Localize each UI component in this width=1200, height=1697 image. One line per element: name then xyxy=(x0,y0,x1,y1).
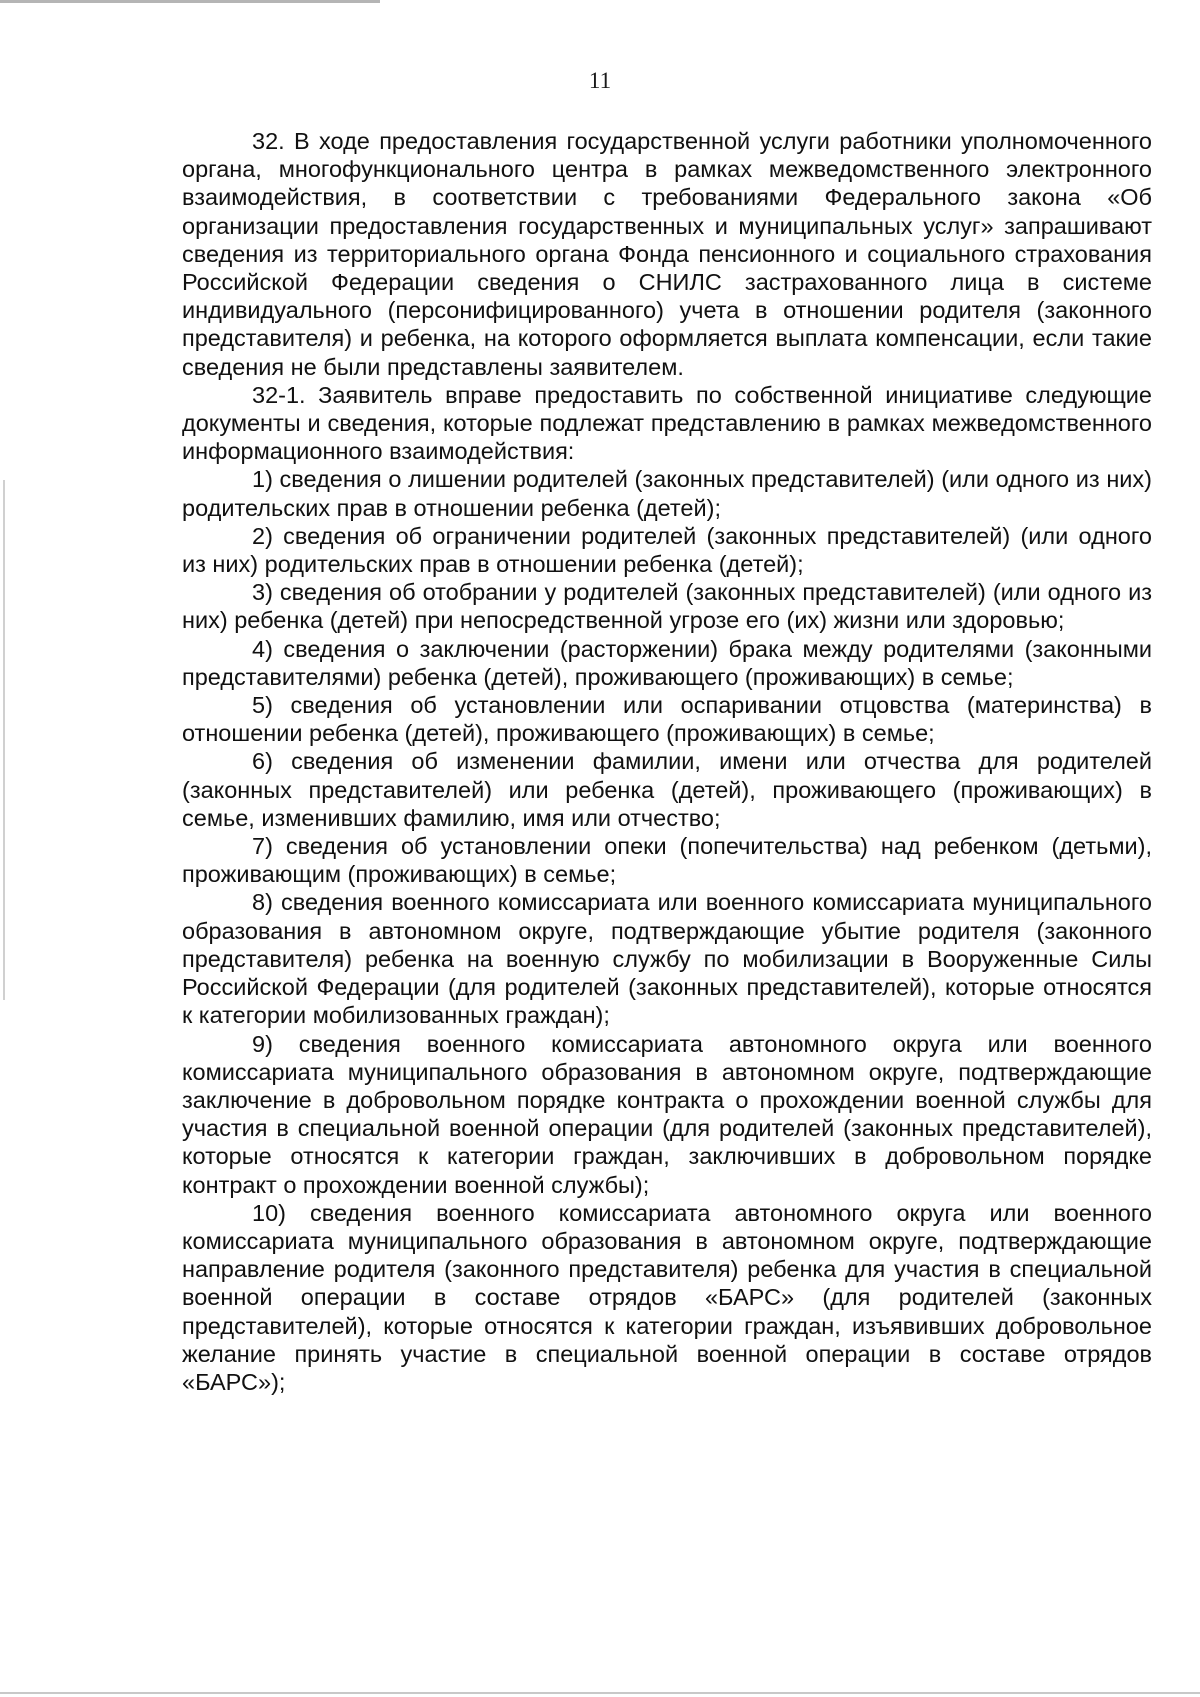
list-item-4: 4) сведения о заключении (расторжении) брака между родителями (законными представителями) ребенка (детей), проживающего (проживающих) в семье; xyxy=(182,635,1152,690)
scan-edge-left xyxy=(3,480,5,1000)
page-number: 11 xyxy=(588,68,612,93)
paragraph-32-1: 32-1. Заявитель вправе предоставить по собственной инициативе следующие документы и сведения, которые подлежат представлению в рамках межведомственного информационного взаимодействия: xyxy=(182,381,1152,465)
scan-edge-top xyxy=(0,0,380,3)
list-item-10: 10) сведения военного комиссариата автономного округа или военного комиссариата муниципального образования в автономном округе, подтверждающие направление родителя (законного представителя) ребенка для участия в специальной военной операции в составе отрядов «БАРС» (для родителей (законных представителей), которые относятся к категории граждан, изъявивших добровольное желание принять участие в специальной военной операции в составе отрядов «БАРС»); xyxy=(182,1199,1152,1395)
list-item-8: 8) сведения военного комиссариата или военного комиссариата муниципального образования в автономном округе, подтверждающие убытие родителя (законного представителя) ребенка на военную службу по мобилизации в Вооруженные Силы Российской Федерации (для родителей (законных представителей), которые относятся к категории мобилизованных граждан); xyxy=(182,889,1152,1029)
list-item-3: 3) сведения об отобрании у родителей (законных представителей) (или одного из них) ребенка (детей) при непосредственной угрозе его (их) жизни или здоровью; xyxy=(182,579,1152,634)
list-item-1: 1) сведения о лишении родителей (законных представителей) (или одного из них) родительских прав в отношении ребенка (детей); xyxy=(182,466,1152,521)
paragraph-32: 32. В ходе предоставления государственной услуги работники уполномоченного органа, многофункционального центра в рамках межведомственного электронного взаимодействия, в соответствии с требованиями Федерального закона «Об организации предоставления государственных и муниципальных услуг» запрашивают сведения из территориального органа Фонда пенсионного и социального страхования Российской Федерации сведения о СНИЛС застрахованного лица в системе индивидуального (персонифицированного) учета в отношении родителя (законного представителя) и ребенка, на которого оформляется выплата компенсации, если такие сведения не были представлены заявителем. xyxy=(182,128,1152,380)
list-item-6: 6) сведения об изменении фамилии, имени или отчества для родителей (законных представителей) или ребенка (детей), проживающего (проживающих) в семье, изменивших фамилию, имя или отчество; xyxy=(182,748,1152,831)
list-item-5: 5) сведения об установлении или оспаривании отцовства (материнства) в отношении ребенка (детей), проживающего (проживающих) в семье; xyxy=(182,692,1152,747)
list-item-7: 7) сведения об установлении опеки (попечительства) над ребенком (детьми), проживающим (проживающих) в семье; xyxy=(182,833,1152,888)
list-item-9: 9) сведения военного комиссариата автономного округа или военного комиссариата муниципального образования в автономном округе, подтверждающие заключение в добровольном порядке контракта о прохождении военной службы для участия в специальной военной операции (для родителей (законных представителей), которые относятся к категории граждан, заключивших в добровольном порядке контракт о прохождении военной службы); xyxy=(182,1030,1152,1198)
document-body xyxy=(182,127,1152,1396)
scan-edge-bottom xyxy=(0,1692,1200,1694)
list-item-2: 2) сведения об ограничении родителей (законных представителей) (или одного из них) родительских прав в отношении ребенка (детей); xyxy=(182,522,1152,578)
